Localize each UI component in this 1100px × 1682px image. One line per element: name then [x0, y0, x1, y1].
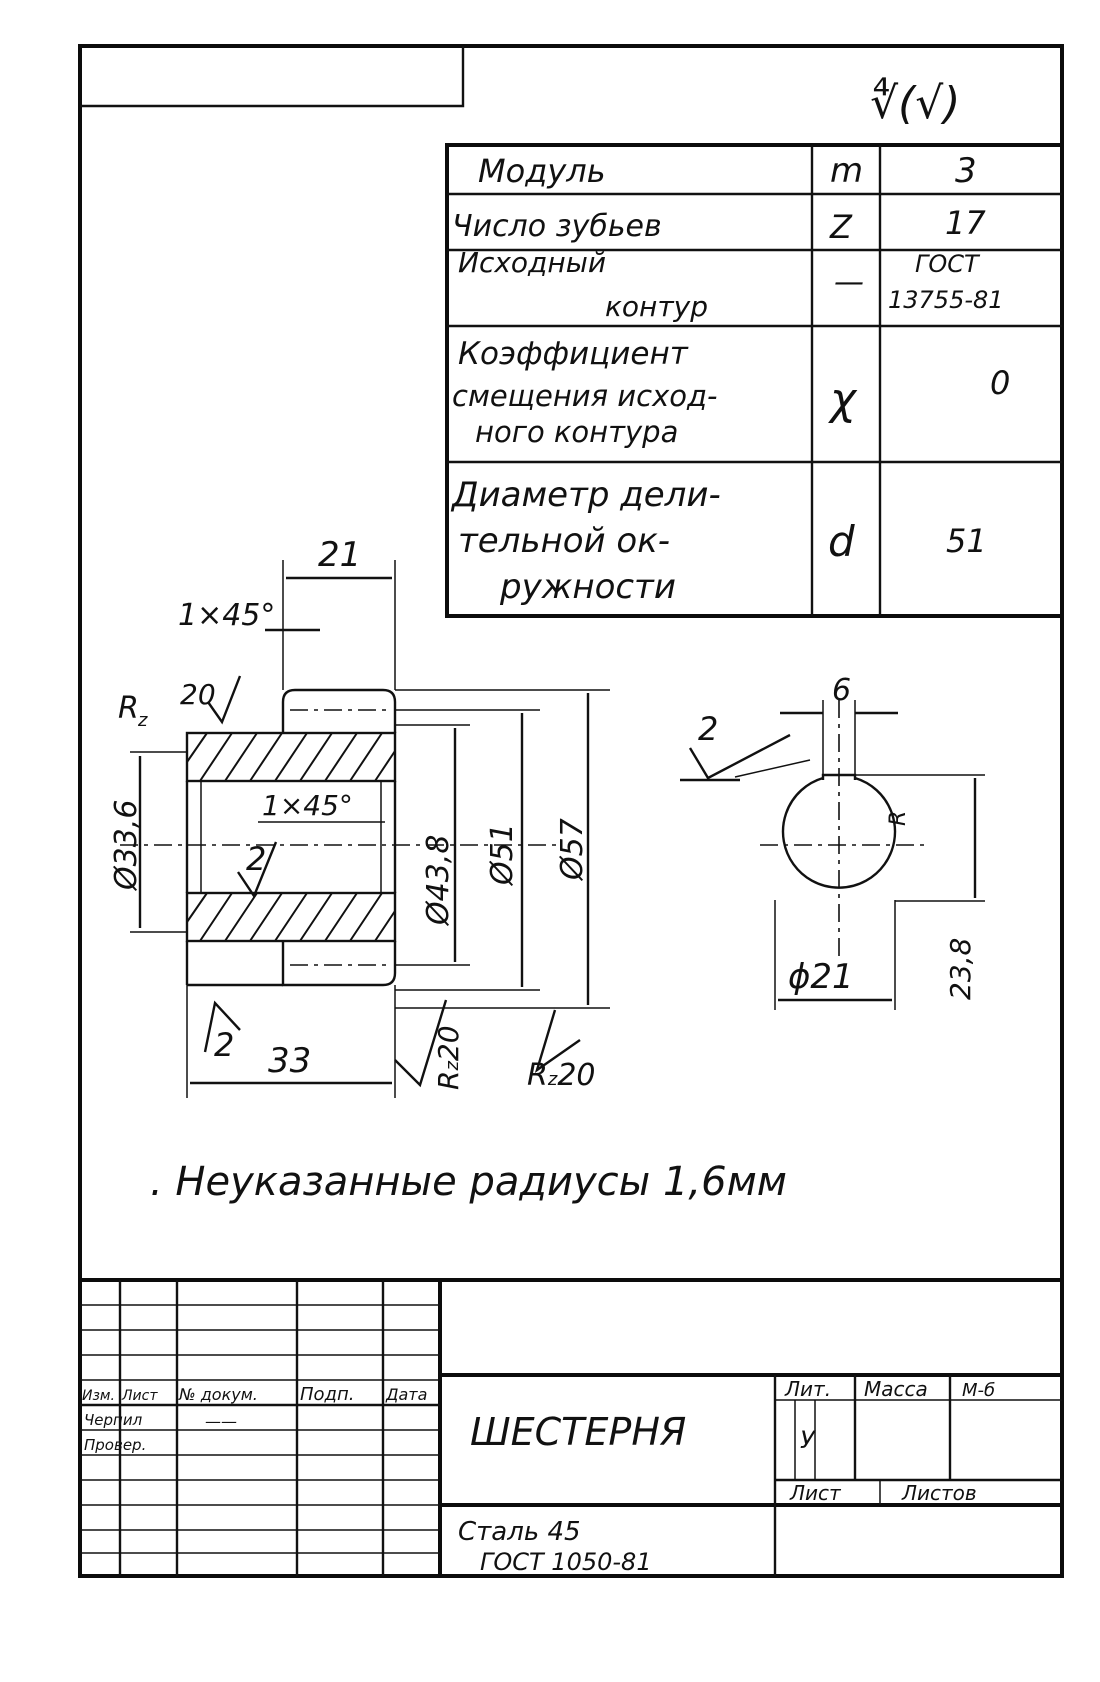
param-name-teeth: Число зубьев	[452, 209, 662, 244]
param-name-shift-1: Коэффициент	[458, 336, 688, 372]
roughness-face: 2	[214, 1026, 235, 1064]
title-sheet: Лист	[790, 1481, 841, 1505]
title-col-izm: Изм.	[82, 1388, 115, 1404]
title-col-sign: Подп.	[300, 1384, 355, 1405]
roughness-rz20-side: Rz20	[432, 1025, 465, 1090]
roughness-rz20-top-sub: z	[138, 710, 148, 731]
dim-keyway-width: 6	[832, 673, 852, 708]
title-col-date: Дата	[386, 1385, 428, 1404]
material-standard: ГОСТ 1050-81	[480, 1548, 652, 1576]
param-symbol-pitch: d	[828, 517, 855, 566]
title-scale: М-б	[962, 1380, 996, 1401]
title-col-doc: № докум.	[179, 1385, 258, 1404]
bore-end-view	[680, 673, 985, 1010]
title-block	[80, 1280, 1062, 1576]
gear-section-view	[109, 535, 610, 1098]
param-name-module: Модуль	[478, 152, 606, 190]
material-grade: Сталь 45	[458, 1517, 581, 1547]
title-lit: Лит.	[785, 1377, 832, 1401]
part-name: ШЕСТЕРНЯ	[470, 1410, 687, 1454]
dim-bore-diameter: Ø33,6	[109, 799, 144, 890]
param-name-pitch-2: тельной ок-	[458, 521, 671, 561]
param-name-contour-2: контур	[605, 290, 709, 323]
param-symbol-teeth: Z	[830, 208, 852, 246]
dim-total-length: 33	[268, 1041, 312, 1081]
param-name-pitch-1: Диаметр дели-	[452, 475, 721, 515]
roughness-mark: ∜(√)	[870, 78, 961, 129]
param-name-contour-1: Исходный	[458, 246, 607, 279]
parameters-table	[447, 145, 1062, 616]
roughness-keyway-side: R	[886, 810, 911, 826]
param-value-shift: 0	[990, 364, 1011, 402]
param-name-shift-2: смещения исход-	[452, 379, 718, 413]
param-value-contour-1: ГОСТ	[915, 250, 979, 278]
dim-hub-diameter: Ø43,8	[421, 834, 456, 925]
dim-chamfer-outer: 1×45°	[178, 598, 276, 633]
param-value-pitch: 51	[946, 522, 987, 560]
roughness-keyway: 2	[698, 710, 719, 748]
title-sheets: Листов	[902, 1481, 977, 1505]
title-row-check: Провер.	[84, 1436, 147, 1454]
general-note: . Неуказанные радиусы 1,6мм	[150, 1159, 787, 1205]
title-col-list: Лист	[122, 1388, 158, 1404]
dim-bore-d: ϕ21	[788, 957, 854, 997]
roughness-rz20-top-val: 20	[180, 678, 216, 711]
param-name-pitch-3: ружности	[500, 567, 676, 607]
param-symbol-contour: —	[834, 265, 864, 300]
title-lit-value: У	[800, 1426, 815, 1454]
roughness-bore: 2	[246, 840, 267, 878]
dim-keyway-depth: 23,8	[944, 937, 977, 1000]
title-row-drawn-sign: ——	[205, 1412, 237, 1431]
title-row-drawn: Черпил	[84, 1411, 143, 1429]
param-symbol-shift: χ	[830, 374, 857, 425]
title-mass: Масса	[864, 1377, 928, 1401]
dim-chamfer-inner: 1×45°	[262, 789, 353, 822]
roughness-rz20-top: R	[118, 691, 139, 726]
param-symbol-module: m	[830, 151, 864, 191]
param-value-module: 3	[955, 151, 977, 191]
dim-hub-length: 21	[318, 535, 362, 575]
dim-pitch-diameter: Ø51	[485, 823, 520, 885]
param-name-shift-3: ного контура	[475, 415, 679, 449]
param-value-teeth: 17	[945, 204, 986, 242]
corner-stamp-box	[80, 46, 463, 106]
roughness-rz20-bottom: Rz20	[527, 1058, 596, 1093]
dim-tip-diameter: Ø57	[555, 818, 590, 880]
param-value-contour-2: 13755-81	[888, 286, 1004, 314]
